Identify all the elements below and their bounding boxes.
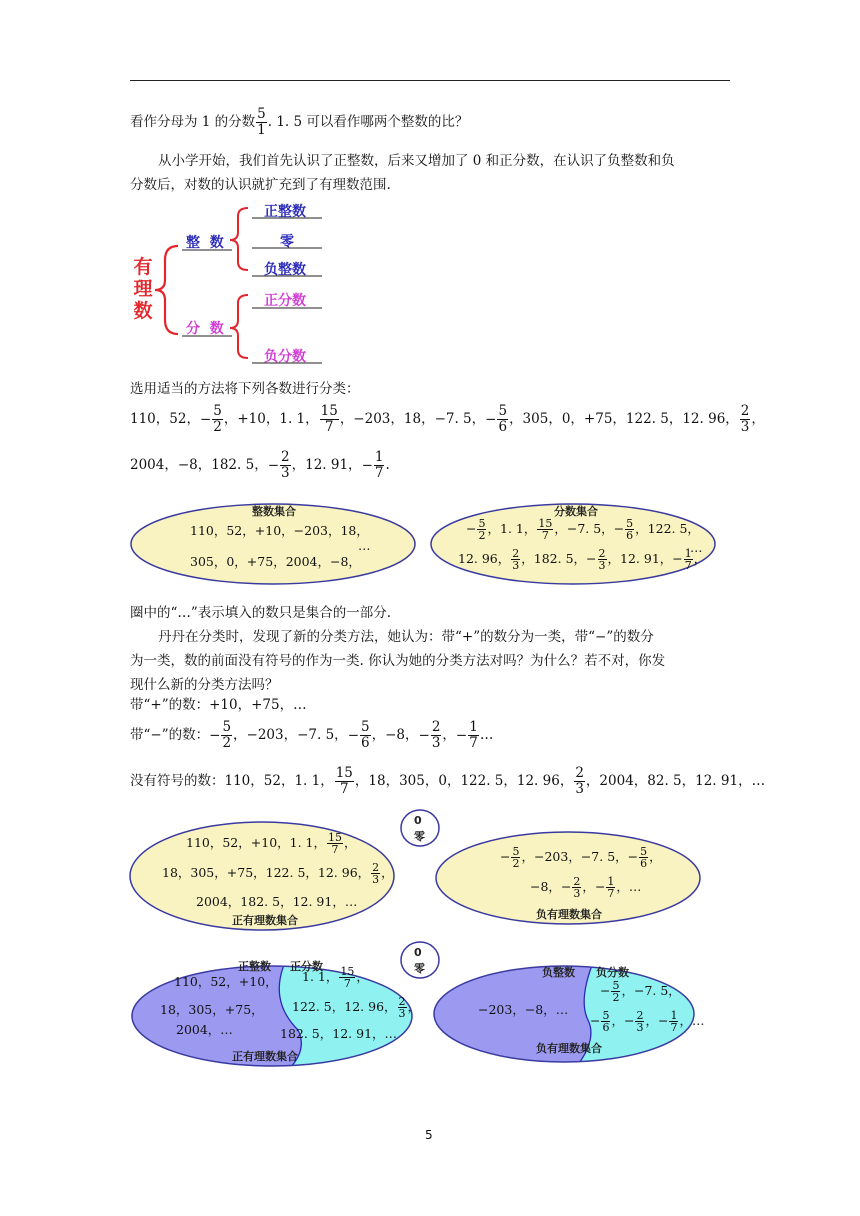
minus-c: ，−8，	[371, 727, 419, 743]
frac-l2b: ，182. 5，	[521, 551, 587, 566]
tree-neg-frac: 负分数	[264, 349, 306, 365]
p3: 选用适当的方法将下列各数进行分类：	[130, 381, 360, 397]
neg-l2b: ，	[582, 879, 595, 894]
fraction	[320, 404, 339, 435]
set2-neg-title: 负有理数集合	[536, 908, 602, 921]
set3-pos-int-title: 正整数	[238, 960, 271, 973]
fraction	[280, 450, 291, 481]
set1-frac-line1: − $\frac{5}{2}$ ，1. 1， $\frac{15}{7}$ ，−7. 5，− $\frac{5}{6}$ ，122. 5，	[466, 517, 700, 542]
frac-num: 5	[257, 106, 266, 122]
numbers-row-2: 2004，−8，182. 5，− $\frac{2}{3}$ ，12. 91，− $\frac{1}{7}$ .	[130, 449, 390, 481]
p5-line2: 为一类，数的前面没有符号的作为一类. 你认为她的分类方法对吗？为什么？若不对，你发	[130, 653, 666, 669]
numbers-row-1: 110，52，− $\frac{5}{2}$ ，+10，1. 1， $\frac{15}{7}$ ，−203，18，−7. 5，− $\frac{5}{6}$ ，305，0，+75，122. 5，12. 96， $\frac{2}{3}$ ，	[130, 403, 765, 435]
num-seg-d: ，305，0，+75，122. 5，12. 96，	[509, 411, 739, 427]
set3-pf-line2: 122. 5，12. 96， $\frac{2}{3}$ ，	[292, 995, 421, 1020]
num-seg-e: ，	[751, 411, 765, 427]
frac-den: 3	[740, 419, 750, 435]
nf-l2: ，…	[679, 1013, 705, 1028]
frac-den: 1	[257, 122, 266, 138]
set2-pos-line1: 110，52，+10，1. 1， $\frac{15}{7}$ ，	[186, 831, 357, 856]
set2-zero-bottom: 零	[414, 830, 425, 843]
minus-d: ，	[442, 727, 456, 743]
set2-pos-line3: 2004，182. 5，12. 91，…	[196, 894, 358, 909]
set3-ni-line1: −203，−8，…	[478, 1002, 569, 1017]
frac-l1a: 1. 1，	[500, 521, 537, 536]
nosign-a: 没有符号的数：110，52，1. 1，	[130, 773, 334, 789]
set3-pf-line3: 182. 5，12. 91，…	[280, 1026, 398, 1041]
set3-pos-title: 正有理数集合	[232, 1050, 298, 1063]
frac-den: 2	[213, 419, 222, 435]
root-char-1: 有	[133, 256, 153, 278]
frac-l1c: ，122. 5，	[635, 521, 700, 536]
tree-zero: 零	[280, 234, 294, 250]
frac-l2c: ，12. 91，	[607, 551, 673, 566]
plus-line: 带“+”的数：+10，+75，…	[130, 697, 307, 713]
set1-int-line1: 110，52，+10，−203，18，	[190, 523, 369, 538]
set3-nf-line2: − $\frac{5}{6}$ ，− $\frac{2}{3}$ ，− $\frac{1}{7}$ ，…	[590, 1009, 705, 1034]
fraction	[740, 404, 751, 435]
frac-den: 3	[281, 465, 290, 481]
minus-e: …	[479, 727, 494, 743]
fraction	[212, 404, 223, 435]
set2-neg-line1: − $\frac{5}{2}$ ，−203，−7. 5，− $\frac{5}{6}$ ，	[500, 845, 662, 870]
set3-neg-frac-title: 负分数	[596, 966, 629, 979]
set1-frac-dots: …	[690, 540, 703, 555]
num-seg-row2b: ，12. 91，	[291, 457, 362, 473]
p2-line1: 从小学开始，我们首先认识了正整数，后来又增加了 0 和正分数，在认识了负整数和负	[158, 153, 675, 169]
set3-neg-int-title: 负整数	[542, 966, 575, 979]
set1-frac-title: 分数集合	[554, 505, 598, 518]
root-char-3: 数	[133, 300, 153, 322]
rational-tree	[130, 198, 340, 368]
page-number: 5	[425, 1128, 433, 1142]
neg-l2a: −8，	[530, 879, 561, 894]
set3-pos-frac-title: 正分数	[290, 960, 323, 973]
nosign-line: 没有符号的数：110，52，1. 1， $\frac{15}{7}$ ，18，305，0，122. 5，12. 96， $\frac{2}{3}$ ，2004，82. 5，12. 91，…	[130, 765, 766, 797]
set3-zero-bottom: 零	[414, 962, 425, 975]
set3-pi-line2: 18，305，+75，	[160, 1002, 264, 1017]
set3-nf-line1: − $\frac{5}{2}$ ，−7. 5，	[600, 979, 681, 1004]
minus-a: 带“−”的数：	[130, 727, 210, 743]
frac-num: 15	[320, 403, 338, 419]
set2-zero-top: 0	[414, 814, 422, 827]
num-seg-row2c: .	[385, 457, 390, 473]
nosign-b: ，18，305，0，122. 5，12. 96，	[354, 773, 574, 789]
num-seg-a: 110，52，	[130, 411, 200, 427]
frac-num: 5	[498, 403, 508, 419]
pos-l1: 110，52，+10，1. 1，	[186, 835, 326, 850]
tree-pos-frac: 正分数	[264, 293, 306, 309]
num-seg-b: ，+10，1. 1，	[223, 411, 319, 427]
frac-l2a: 12. 96，	[458, 551, 511, 566]
set1-int-title: 整数集合	[252, 505, 296, 518]
neg-l1: ，−203，−7. 5，	[521, 849, 628, 864]
p5-line3: 现什么新的分类方法吗？	[130, 677, 279, 693]
pos-l2a: 18，305，+75，122. 5，12. 96，	[162, 865, 371, 880]
set2-pos-line2: 18，305，+75，122. 5，12. 96， $\frac{2}{3}$ ，	[162, 861, 394, 886]
set1-int-dots: …	[358, 538, 371, 553]
root-char-2: 理	[133, 278, 153, 300]
set3-zero-top: 0	[414, 946, 422, 959]
set2-neg-line2: −8，− $\frac{2}{3}$ ，− $\frac{1}{7}$ ，…	[530, 875, 642, 900]
frac-den: 7	[324, 419, 334, 435]
tree-pos-int: 正整数	[264, 204, 306, 220]
set1-shapes	[128, 500, 728, 590]
frac-den: 7	[374, 465, 384, 481]
fraction	[497, 404, 508, 435]
frac-num: 5	[213, 403, 222, 419]
p1-text: 看作分母为 1 的分数	[130, 114, 256, 130]
frac-num: 2	[281, 449, 290, 465]
set2-pos-title: 正有理数集合	[232, 914, 298, 927]
tree-braces	[130, 198, 340, 368]
p2-line2: 分数后，对数的认识就扩充到了有理数范围.	[130, 177, 391, 193]
tree-root	[132, 256, 154, 322]
minus-b: ，−203，−7. 5，	[233, 727, 348, 743]
num-seg-c: ，−203，18，−7. 5，	[339, 411, 486, 427]
pf-l1: 1. 1，	[302, 969, 339, 984]
tree-neg-int: 负整数	[264, 262, 306, 278]
p1-tail: . 1. 5 可以看作哪两个整数的比？	[267, 114, 469, 130]
set3-neg-title: 负有理数集合	[536, 1042, 602, 1055]
header-rule	[130, 80, 730, 81]
frac-l1b: ，−7. 5，	[554, 521, 614, 536]
frac-num: 2	[740, 403, 750, 419]
set3-pi-line3: 2004，…	[176, 1022, 233, 1037]
fraction	[256, 107, 267, 138]
tree-fraction: 分 数	[186, 321, 224, 337]
pf-l2: 122. 5，12. 96，	[292, 999, 397, 1014]
set3-pf-line1: 1. 1， $\frac{15}{7}$ ，	[302, 965, 369, 990]
nosign-c: ，2004，82. 5，12. 91，…	[585, 773, 766, 789]
set3-pi-line1: 110，52，+10，	[174, 974, 278, 989]
neg-l2c: ，…	[616, 879, 642, 894]
paragraph-1	[130, 107, 468, 138]
frac-den: 6	[498, 419, 508, 435]
tree-integer: 整 数	[186, 235, 224, 251]
frac-num: 1	[374, 449, 384, 465]
minus-line: 带“−”的数：− $\frac{5}{2}$ ，−203，−7. 5，− $\frac{5}{6}$ ，−8，− $\frac{2}{3}$ ，− $\frac{1}{7}$ …	[130, 719, 494, 751]
num-seg-row2a: 2004，−8，182. 5，	[130, 457, 268, 473]
fraction	[374, 450, 385, 481]
set1-frac-line2: 12. 96， $\frac{2}{3}$ ，182. 5，− $\frac{2}{3}$ ，12. 91，− $\frac{1}{7}$ ，	[458, 547, 707, 572]
nf-l1: ，−7. 5，	[621, 983, 681, 998]
p4: 圈中的“…”表示填入的数只是集合的一部分.	[130, 605, 392, 621]
p5-line1: 丹丹在分类时，发现了新的分类方法，她认为：带“+”的数分为一类，带“−”的数分	[158, 629, 654, 645]
set1-int-line2: 305，0，+75，2004，−8，	[190, 554, 361, 569]
